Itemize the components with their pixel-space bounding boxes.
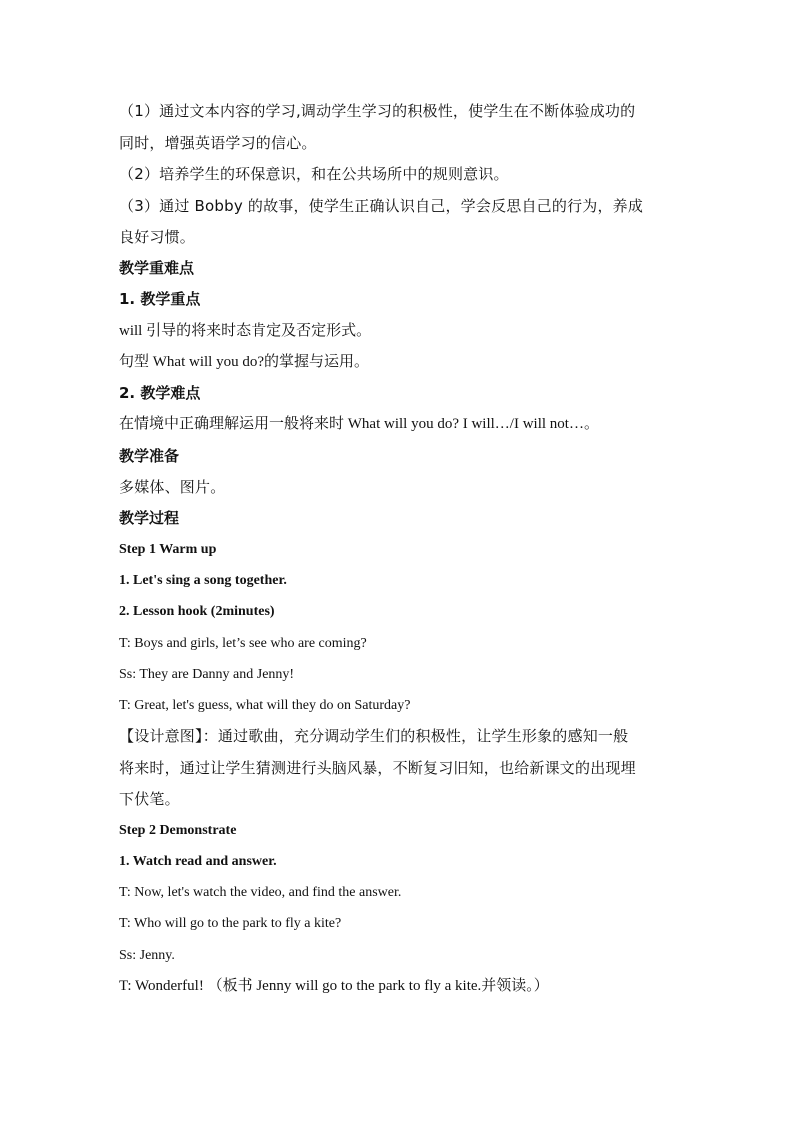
step-1-item-1: 1. Let's sing a song together. (119, 573, 287, 588)
design-intent-line-1: 【设计意图】：通过歌曲，充分调动学生们的积极性，让学生形象的感知一般 (119, 727, 629, 745)
section-heading-key-points: 教学重难点 (119, 259, 195, 277)
design-intent-line-2: 将来时，通过让学生猜测进行头脑风暴，不断复习旧知，也给新课文的出现埋 (119, 759, 636, 777)
dialogue-line-2: Ss: They are Danny and Jenny! (119, 667, 295, 682)
key-point-will: will 引导的将来时态肯定及否定形式。 (119, 323, 372, 339)
objective-3-line-2: 良好习惯。 (119, 228, 196, 246)
difficult-point-text: 在情境中正确理解运用一般将来时 What will you do? I will…/I will not…。 (119, 416, 599, 432)
dialogue-line-7: T: Wonderful! （板书 Jenny will go to the park to fly a kite.并领读。） (119, 978, 549, 994)
step-1-item-2: 2. Lesson hook (2minutes) (119, 604, 275, 619)
dialogue-line-6: Ss: Jenny. (119, 948, 175, 963)
objective-2: （2）培养学生的环保意识，和在公共场所中的规则意识。 (119, 165, 509, 183)
subheading-key-point: 1. 教学重点 (119, 290, 201, 308)
step-2-heading: Step 2 Demonstrate (119, 823, 237, 838)
dialogue-line-3: T: Great, let's guess, what will they do on Saturday? (119, 698, 411, 713)
dialogue-line-5: T: Who will go to the park to fly a kite? (119, 916, 342, 931)
section-heading-preparation: 教学准备 (119, 447, 180, 465)
objective-1-line-1: （1）通过文本内容的学习,调动学生学习的积极性，使学生在不断体验成功的 (119, 102, 636, 120)
step-1-heading: Step 1 Warm up (119, 542, 217, 557)
section-heading-process: 教学过程 (119, 509, 180, 527)
objective-1-line-2: 同时，增强英语学习的信心。 (119, 134, 317, 152)
dialogue-line-1: T: Boys and girls, let’s see who are coming? (119, 636, 367, 651)
design-intent-line-3: 下伏笔。 (119, 790, 180, 808)
key-point-sentence-pattern: 句型 What will you do?的掌握与运用。 (119, 354, 369, 370)
objective-3-line-1: （3）通过 Bobby 的故事，使学生正确认识自己，学会反思自己的行为，养成 (119, 197, 644, 215)
dialogue-line-4: T: Now, let's watch the video, and find the answer. (119, 885, 402, 900)
subheading-difficult-point: 2. 教学难点 (119, 384, 201, 402)
step-2-item-1: 1. Watch read and answer. (119, 854, 277, 869)
preparation-text: 多媒体、图片。 (119, 478, 226, 496)
